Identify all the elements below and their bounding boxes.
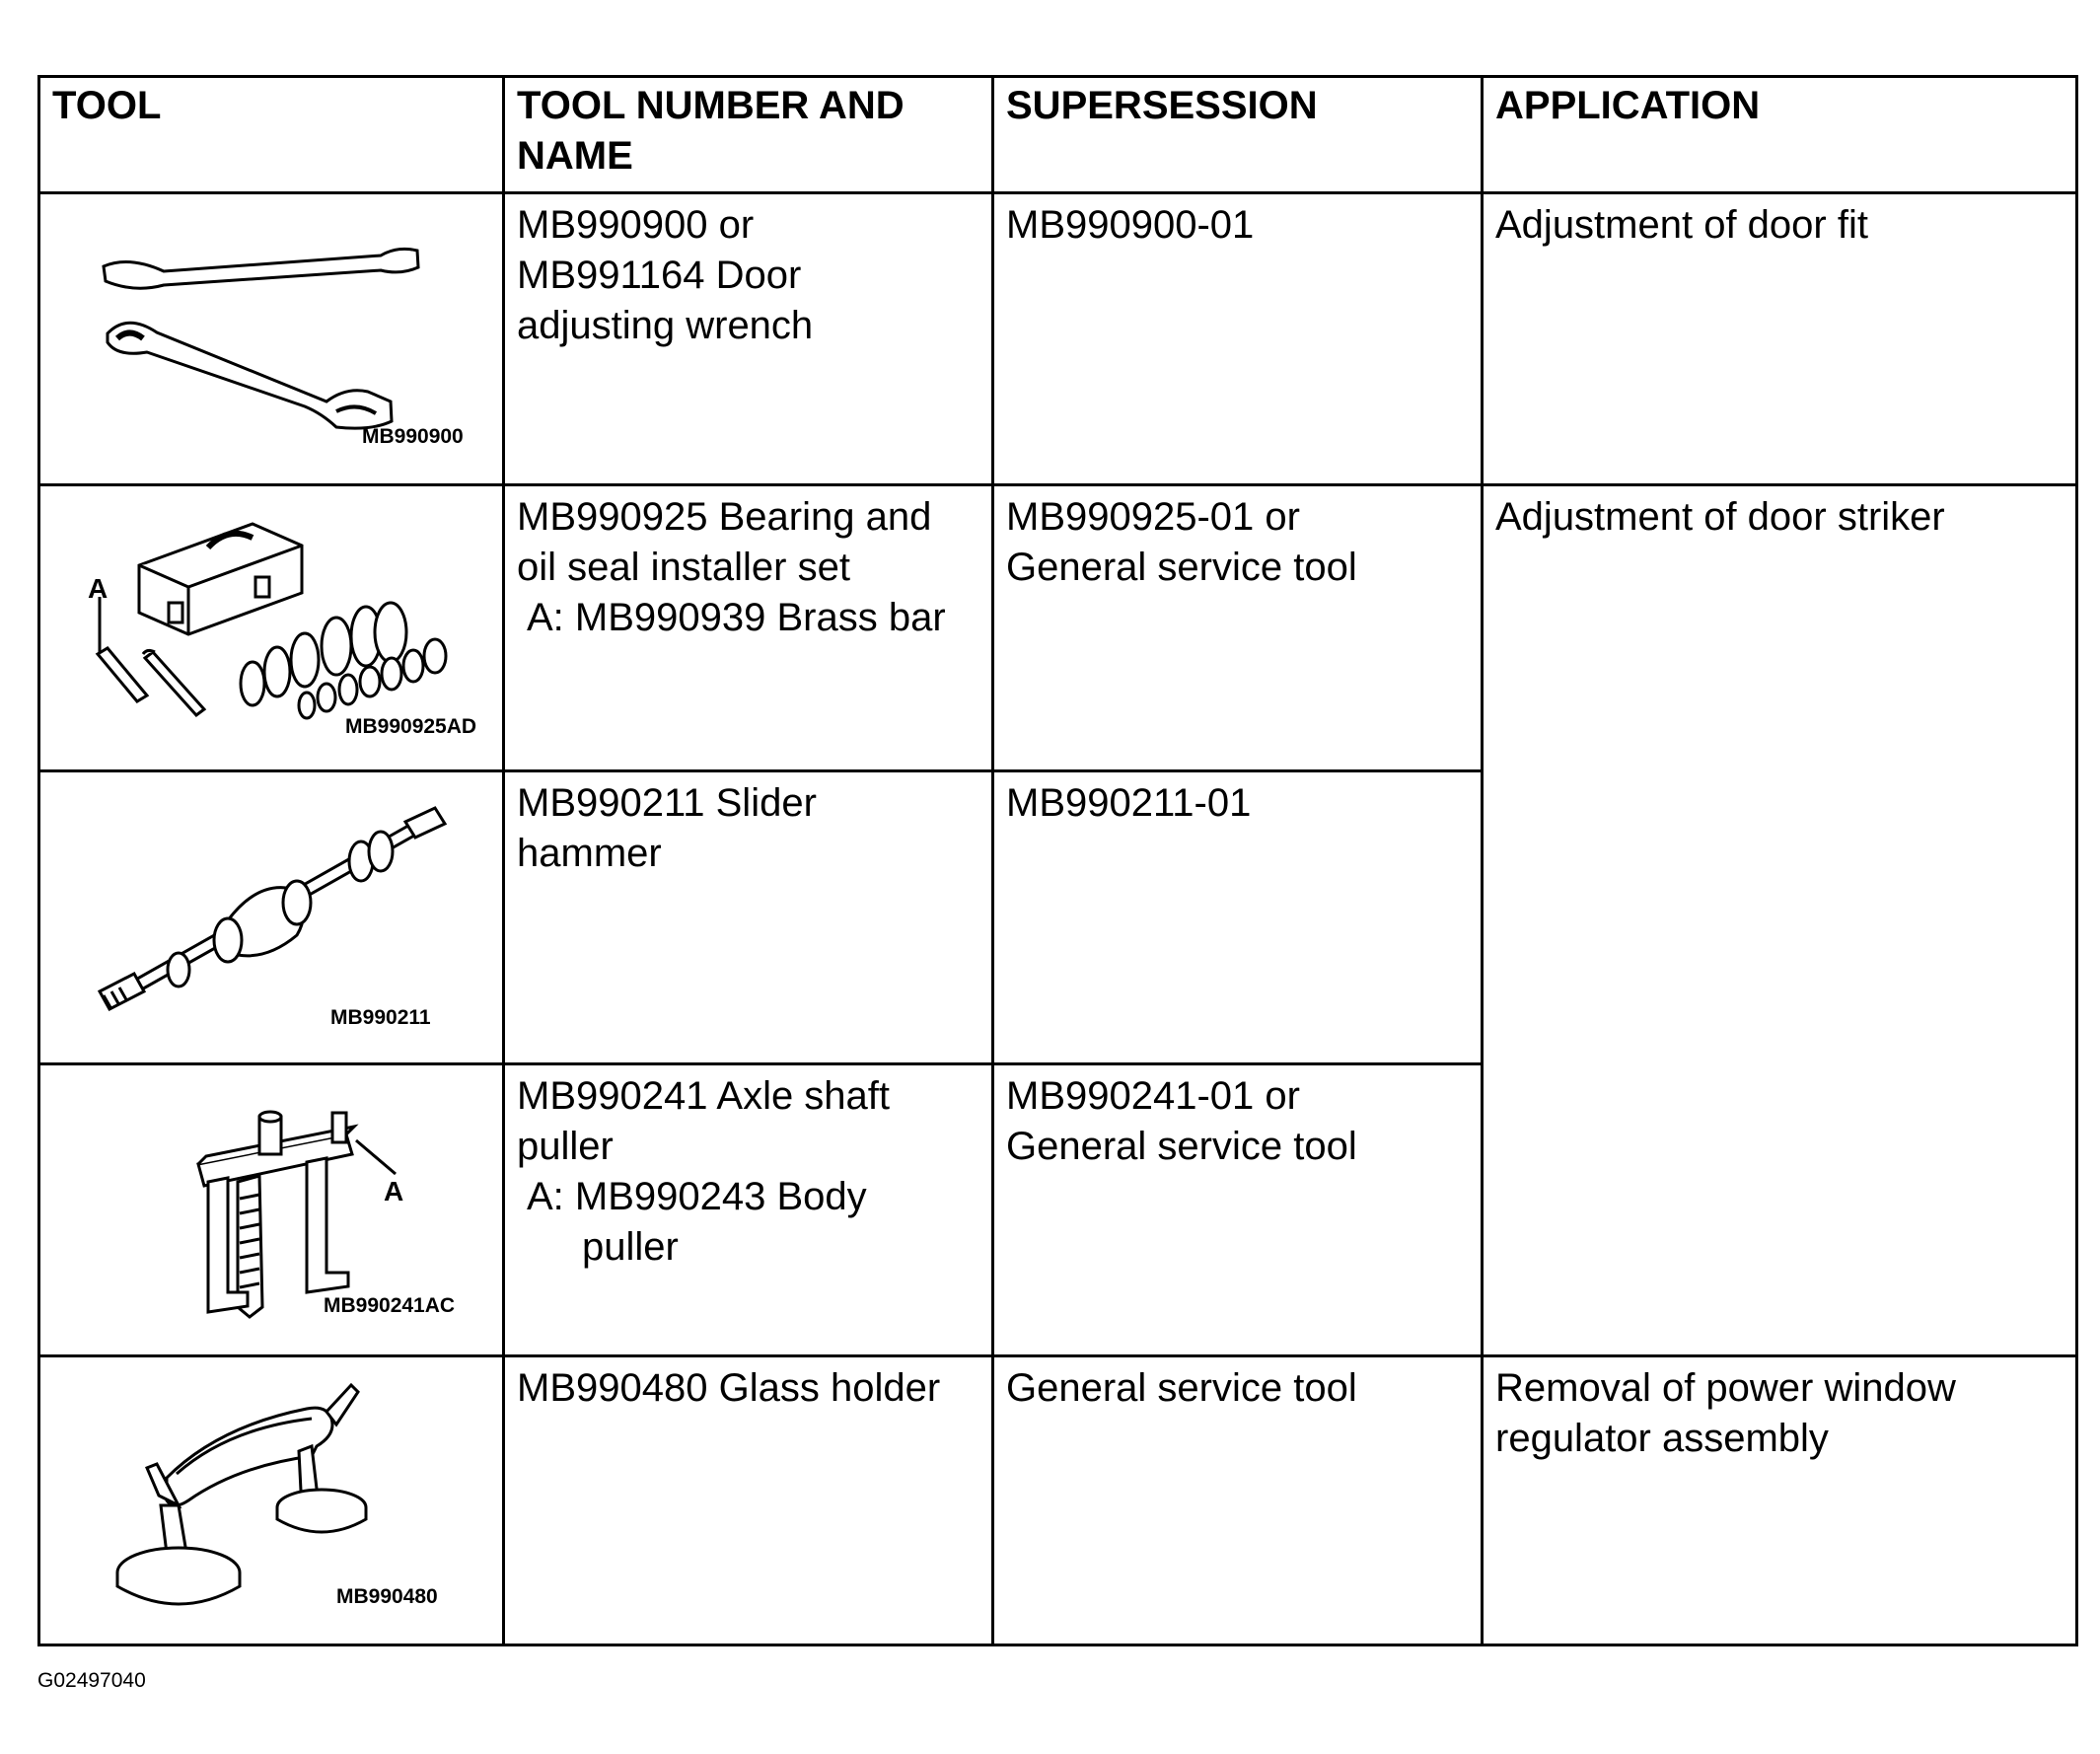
tool-illustration-cell xyxy=(39,771,504,1064)
tool-number-and-name-cell: MB990211 Slider hammer xyxy=(504,771,993,1064)
header-application: APPLICATION xyxy=(1483,77,2077,193)
tool-illustration-cell xyxy=(39,485,504,771)
tool-number-and-name-cell: MB990900 or MB991164 Door adjusting wrench xyxy=(504,193,993,485)
table-row xyxy=(39,485,2077,771)
callout-a: A xyxy=(384,1176,404,1206)
application-cell: Removal of power window regulator assembly xyxy=(1483,1356,2077,1645)
supersession-cell: MB990925-01 or General service tool xyxy=(993,485,1483,771)
application-cell: Adjustment of door fit xyxy=(1483,193,2077,485)
figure-id: G02497040 xyxy=(37,1669,146,1692)
tool-illustration-cell xyxy=(39,193,504,485)
supersession-cell: General service tool xyxy=(993,1356,1483,1645)
tool-number-and-name-cell: MB990925 Bearing and oil seal installer set A: MB990939 Brass bar xyxy=(504,485,993,771)
special-tools-table xyxy=(37,75,2078,1646)
tool-number-and-name-cell: MB990480 Glass holder xyxy=(504,1356,993,1645)
supersession-cell: MB990211-01 xyxy=(993,771,1483,1064)
tool-illustration-cell xyxy=(39,1064,504,1356)
table-row xyxy=(39,193,2077,485)
tool-label: MB990480 xyxy=(336,1585,438,1608)
table-row xyxy=(39,1356,2077,1645)
tool-label: MB990211 xyxy=(330,1006,431,1029)
header-supersession: SUPERSESSION xyxy=(993,77,1483,193)
header-tool-number-and-name: TOOL NUMBER AND NAME xyxy=(504,77,993,193)
tool-number-and-name-cell: MB990241 Axle shaft puller A: MB990243 Body puller xyxy=(504,1064,993,1356)
slider-hammer-illustration xyxy=(40,772,505,1065)
tool-illustration-cell xyxy=(39,1356,504,1645)
tool-label: MB990925AD xyxy=(345,715,477,738)
callout-a: A xyxy=(88,573,109,604)
tool-label: MB990900 xyxy=(362,425,464,448)
application-cell: Adjustment of door striker xyxy=(1483,485,2077,1356)
tool-label: MB990241AC xyxy=(324,1294,456,1317)
table-header-row xyxy=(39,77,2077,193)
supersession-cell: MB990241-01 or General service tool xyxy=(993,1064,1483,1356)
supersession-cell: MB990900-01 xyxy=(993,193,1483,485)
header-tool: TOOL xyxy=(39,77,504,193)
